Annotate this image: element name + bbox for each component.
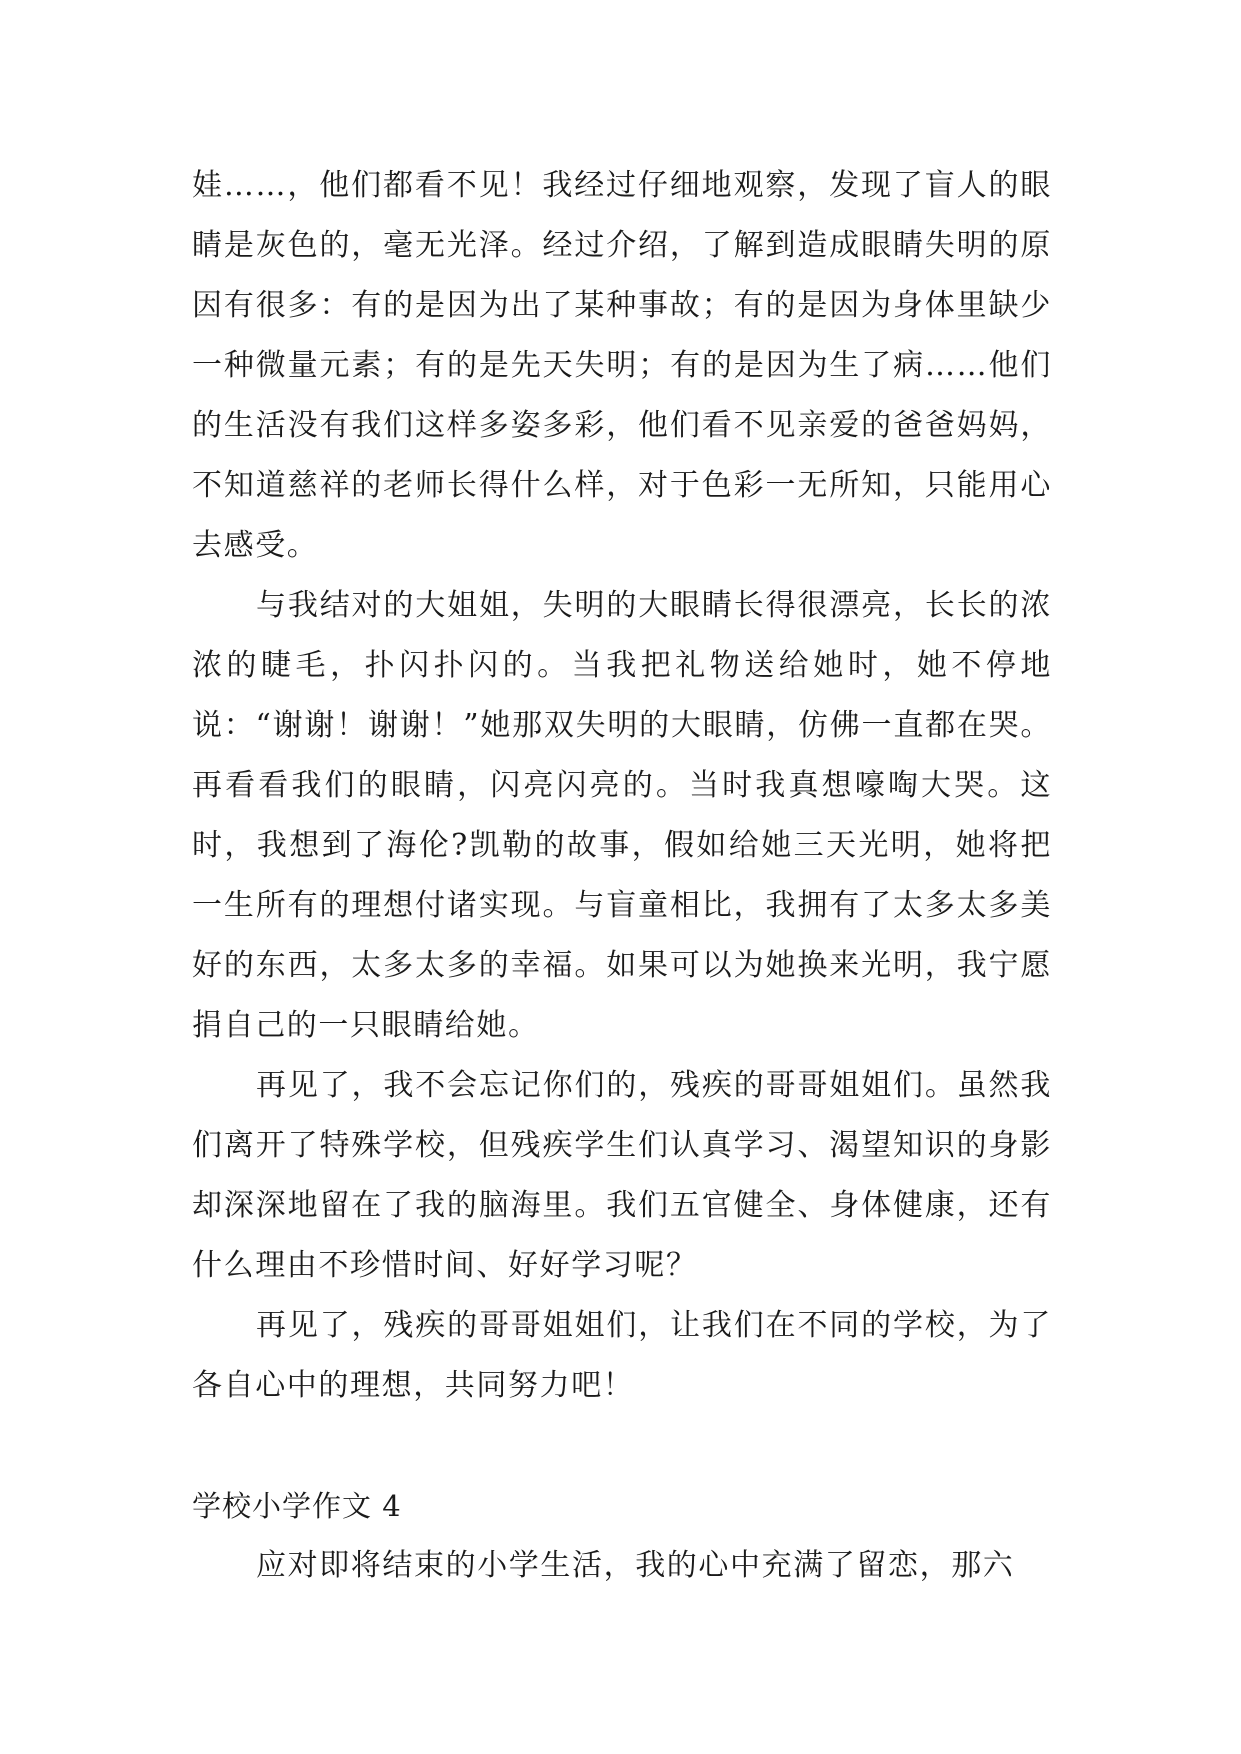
section-heading: 学校小学作文 4 (192, 1489, 402, 1523)
paragraph-1: 娃……，他们都看不见！我经过仔细地观察，发现了盲人的眼睛是灰色的，毫无光泽。经过介绍，了解到造成眼睛失明的原因有很多：有的是因为出了某种事故；有的是因为身体里缺少一种微量元素；有的是先天失明；有的是因为生了病……他们的生活没有我们这样多姿多彩，他们看不见亲爱的爸爸妈妈，不知道慈祥的老师长得什么样，对于色彩一无所知，只能用心去感受。 (192, 168, 1052, 563)
paragraph-2: 与我结对的大姐姐，失明的大眼睛长得很漂亮，长长的浓浓的睫毛，扑闪扑闪的。当我把礼物送给她时，她不停地说：“谢谢！谢谢！”她那双失明的大眼睛，仿佛一直都在哭。再看看我们的眼睛，闪亮闪亮的。当时我真想嚎啕大哭。这时，我想到了海伦?凯勒的故事，假如给她三天光明，她将把一生所有的理想付诸实现。与盲童相比，我拥有了太多太多美好的东西，太多太多的幸福。如果可以为她换来光明，我宁愿捐自己的一只眼睛给她。 (192, 588, 1052, 1043)
paragraph-3: 再见了，我不会忘记你们的，残疾的哥哥姐姐们。虽然我们离开了特殊学校，但残疾学生们认真学习、渴望知识的身影却深深地留在了我的脑海里。我们五官健全、身体健康，还有什么理由不珍惜时间、好好学习呢？ (192, 1068, 1052, 1283)
closing-paragraph: 应对即将结束的小学生活，我的心中充满了留恋，那六 (256, 1548, 1015, 1583)
paragraph-4: 再见了，残疾的哥哥姐姐们，让我们在不同的学校，为了各自心中的理想，共同努力吧！ (192, 1308, 1052, 1403)
document-body (192, 156, 1052, 1596)
